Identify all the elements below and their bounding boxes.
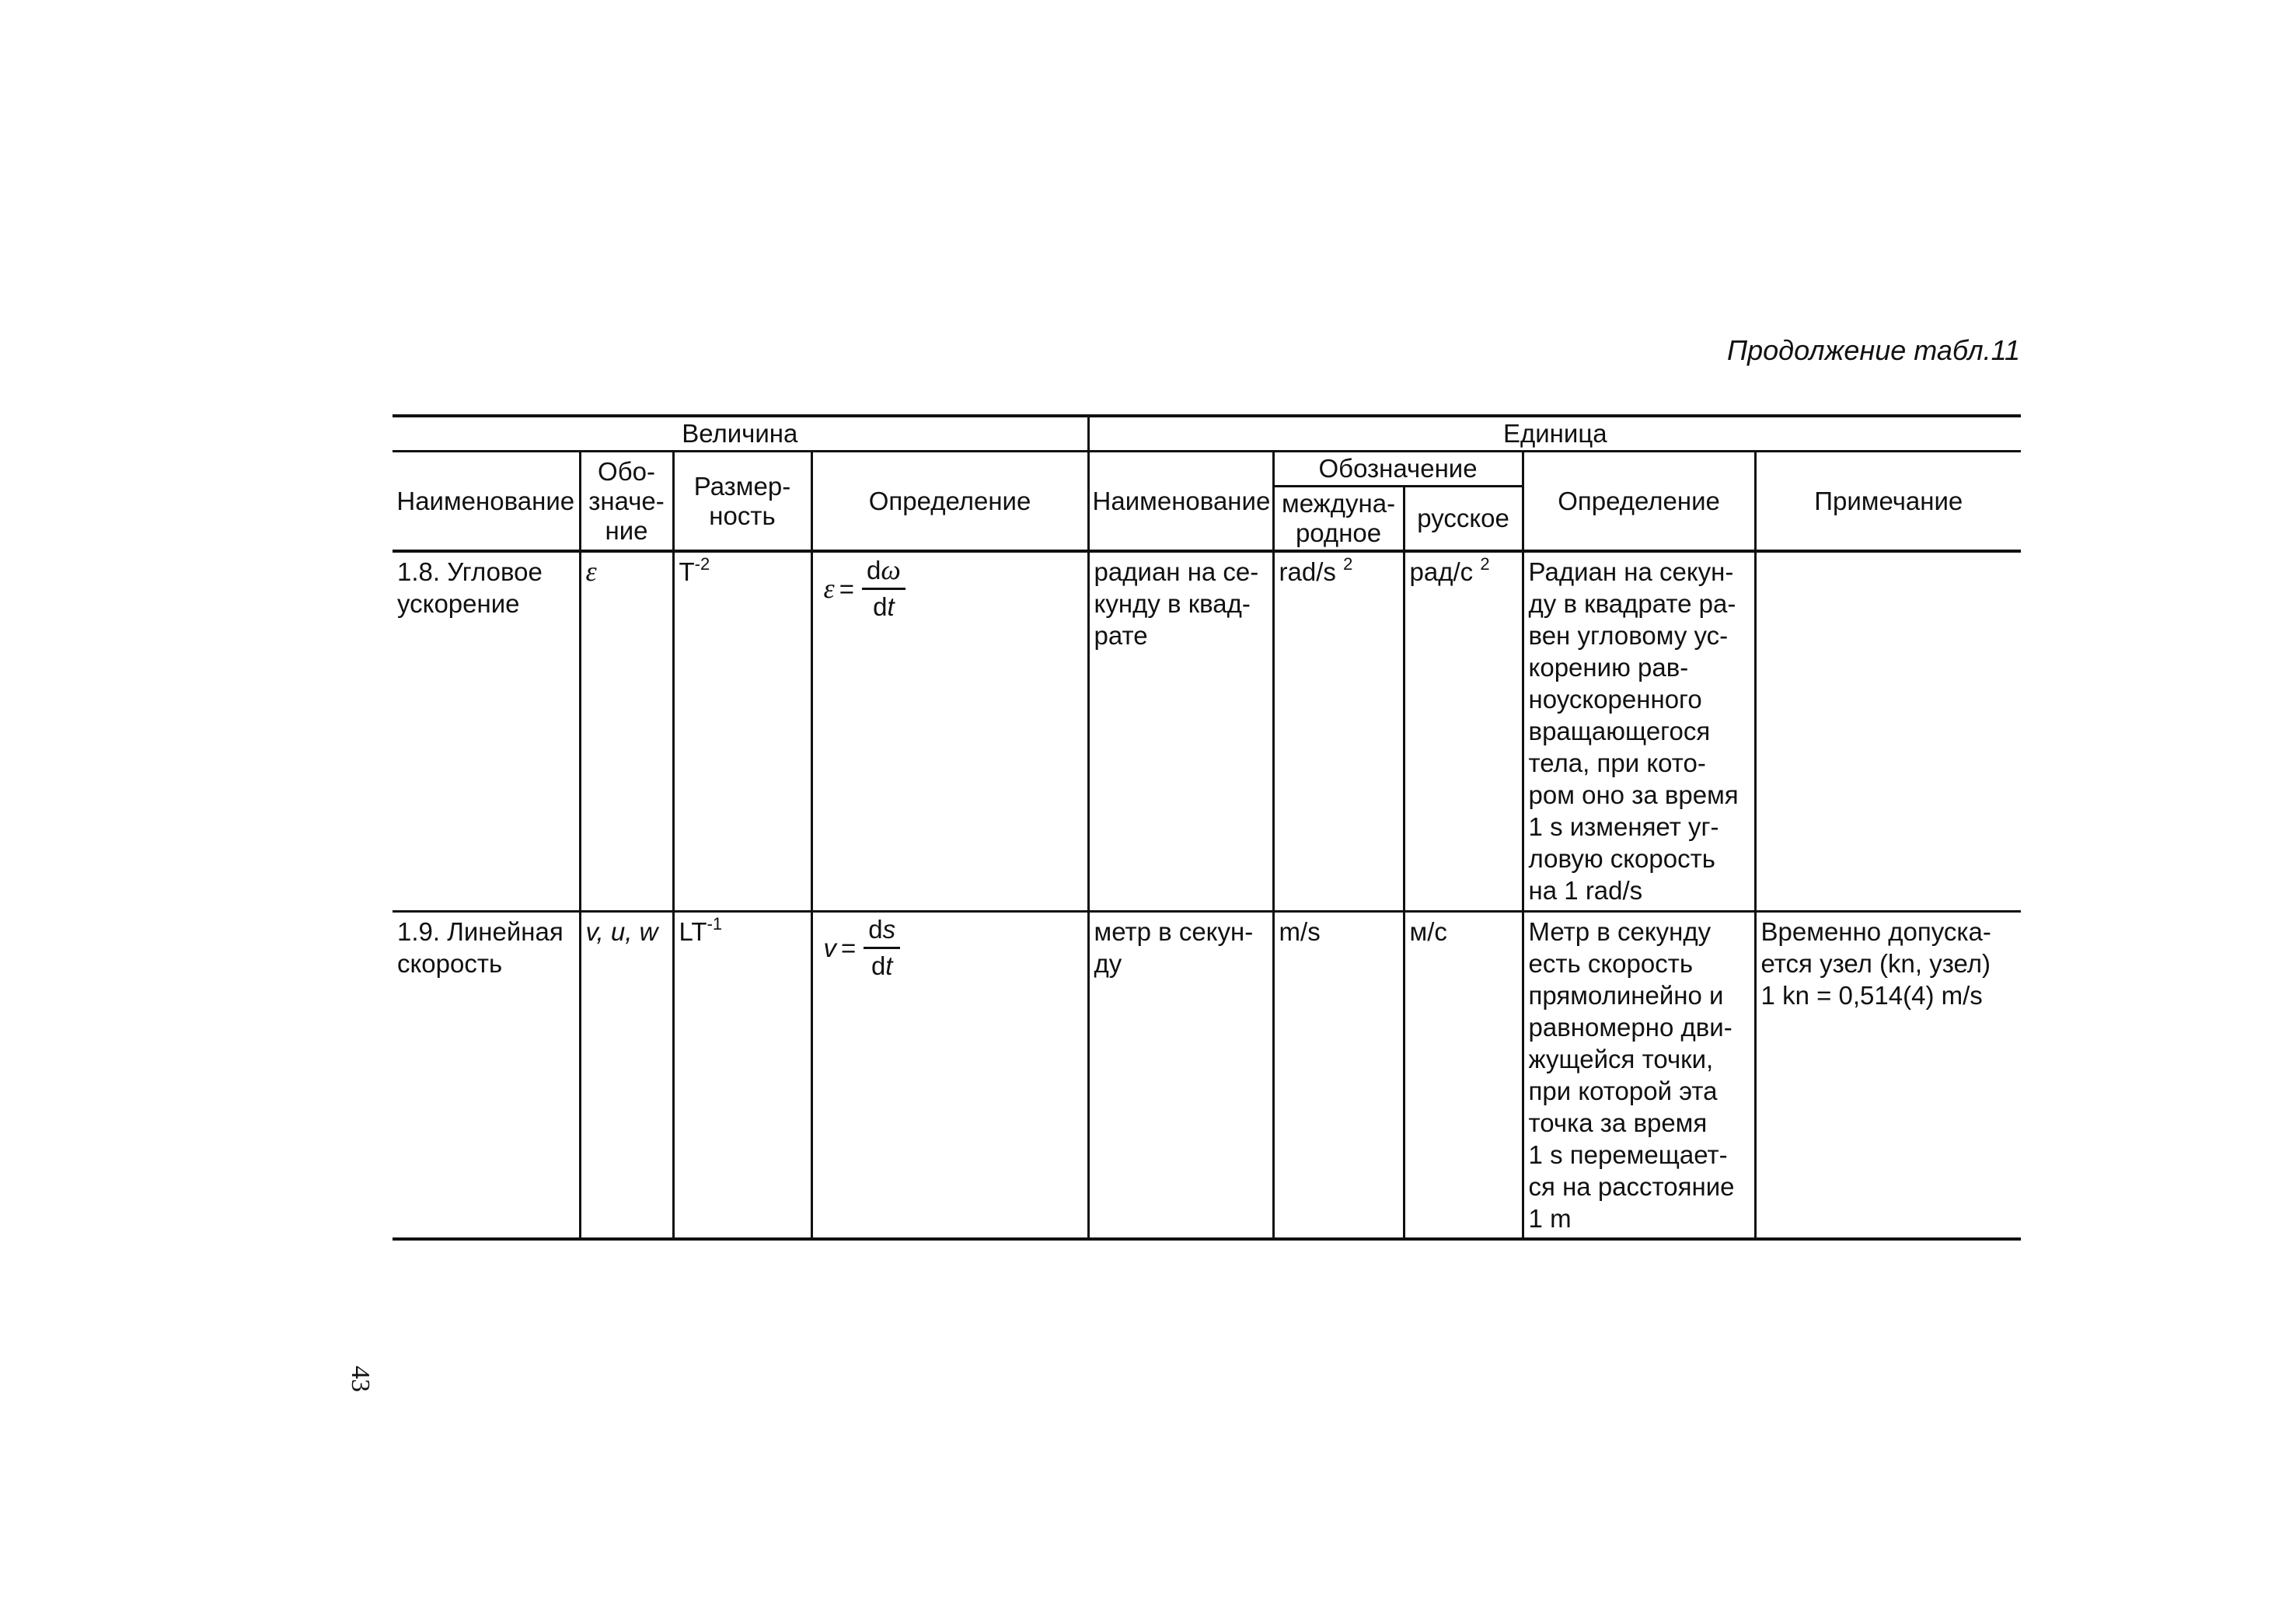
unit-international: rad/s $^2$ [1273, 551, 1404, 912]
table-row [393, 912, 2021, 1240]
unit-name: метр в секун- ду [1088, 912, 1273, 1240]
unit-definition: Радиан на секун- ду в квадрате ра- вен угловому ус- корению рав- ноускоренного вращающегося тела, при кото- ром оно за время 1 s изменяет уг- ловую скорость на 1 rad/s [1523, 551, 1755, 912]
header-unit-definition: Определение [1523, 452, 1755, 552]
unit-note: Временно допуска- ется узел (kn, узел) 1 kn = 0,514(4) m/s [1755, 912, 2021, 1240]
header-unit: Единица [1088, 416, 2021, 452]
units-table [393, 414, 2021, 1241]
quantity-symbol: v, u, w [580, 912, 673, 1240]
header-unit-designation: Обозначение [1273, 452, 1523, 487]
unit-definition: Метр в секунду есть скорость прямолинейно и равномерно дви- жущейся точки, при которой эта точка за время 1 s перемещает- ся на расстояние 1 m [1523, 912, 1755, 1240]
table-row [393, 551, 2021, 912]
unit-note [1755, 551, 2021, 912]
quantity-symbol: ε [580, 551, 673, 912]
quantity-dimension: $T^{-2}$ [673, 551, 811, 912]
quantity-name: 1.9. Линейная скорость [393, 912, 580, 1240]
header-international: междуна- родное [1273, 487, 1404, 552]
header-unit-note: Примечание [1755, 452, 2021, 552]
unit-international: m/s [1273, 912, 1404, 1240]
header-quantity-definition: Определение [811, 452, 1088, 552]
header-russian: русское [1404, 487, 1523, 552]
quantity-name: 1.8. Угловое ускорение [393, 551, 580, 912]
quantity-definition-formula: v = $\frac{ds}{dt}$ [811, 912, 1088, 1240]
quantity-dimension: $LT^{-1}$ [673, 912, 811, 1240]
unit-russian: м/с [1404, 912, 1523, 1240]
header-quantity: Величина [393, 416, 1088, 452]
unit-name: радиан на се- кунду в квад- рате [1088, 551, 1273, 912]
header-quantity-name: Наименование [393, 452, 580, 552]
page-number: 43 [346, 1366, 375, 1392]
unit-russian: рад/с $^2$ [1404, 551, 1523, 912]
header-quantity-dimension: Размер- ность [673, 452, 811, 552]
header-unit-name: Наименование [1088, 452, 1273, 552]
table-caption: Продолжение табл.11 [1727, 334, 2020, 366]
header-quantity-symbol: Обо- значе- ние [580, 452, 673, 552]
quantity-definition-formula: ε = $\frac{d\omega}{dt}$ [811, 551, 1088, 912]
